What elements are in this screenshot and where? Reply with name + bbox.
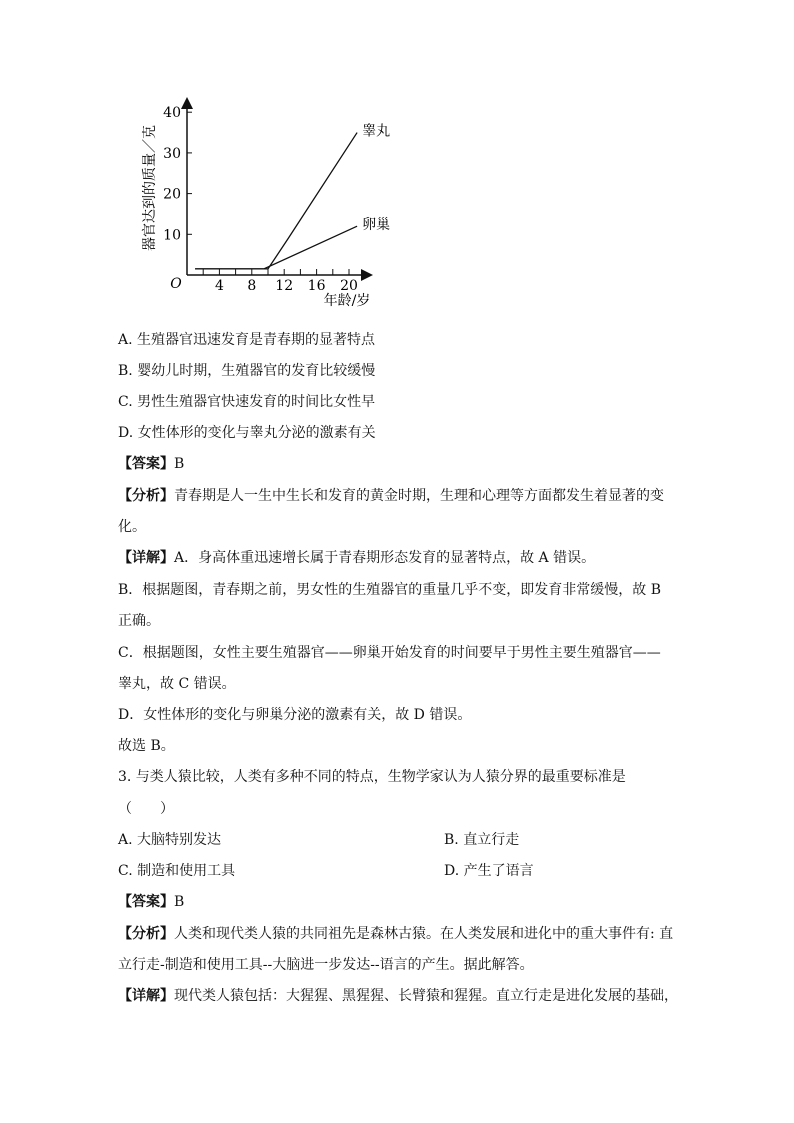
q3-bracket: （ ） — [118, 801, 174, 817]
analysis-tag: 【分析】 — [118, 926, 174, 942]
answer-tag: 【答案】 — [118, 456, 174, 472]
q3-option-c: C. 制造和使用工具 — [118, 863, 236, 879]
q2-conclusion: 故选 B。 — [118, 738, 175, 754]
analysis-tag: 【分析】 — [118, 488, 174, 504]
y-tick-label: 40 — [163, 105, 181, 122]
series-label-1: 睾丸 — [362, 123, 390, 140]
q2-option-b: B. 婴幼儿时期，生殖器官的发育比较缓慢 — [118, 363, 376, 379]
x-tick-label: 4 — [214, 278, 224, 294]
q2-option-d: D. 女性体形的变化与睾丸分泌的激素有关 — [118, 425, 376, 441]
q3-detail-line-1 — [118, 986, 678, 1006]
detail-text: A．身高体重迅速增长属于青春期形态发育的显著特点，故 A 错误。 — [174, 550, 596, 566]
q2-detail-line-c1: C．根据题图，女性主要生殖器官——卵巢开始发育的时间要早于男性主要生殖器官—— — [118, 645, 661, 661]
x-tick-label: 12 — [275, 278, 294, 294]
series-label-2: 卵巢 — [362, 217, 390, 234]
q3-analysis-line-1 — [118, 924, 673, 944]
q2-detail-line-d: D．女性体形的变化与卵巢分泌的激素有关，故 D 错误。 — [118, 707, 472, 723]
q2-analysis-line-2: 化。 — [118, 519, 146, 535]
q3-option-b: B. 直立行走 — [444, 832, 520, 848]
q2-option-c: C. 男性生殖器官快速发育的时间比女性早 — [118, 394, 376, 410]
x-tick-label: 16 — [307, 278, 326, 294]
x-axis-label: 年龄/岁 — [323, 293, 371, 309]
q3-option-d: D. 产生了语言 — [444, 863, 534, 879]
y-tick-label: 20 — [163, 186, 181, 203]
detail-tag: 【详解】 — [118, 550, 174, 566]
organ-mass-chart — [130, 90, 390, 315]
analysis-text: 人类和现代类人猿的共同祖先是森林古猿。在人类发展和进化中的重大事件有: 直 — [174, 926, 674, 942]
x-tick-label: 8 — [247, 278, 257, 294]
q2-analysis-line-1 — [118, 486, 664, 506]
answer-value: B — [174, 456, 185, 472]
series-line-1 — [195, 133, 357, 269]
y-axis-label: 器官达到的质量／克 — [142, 125, 158, 251]
analysis-text: 青春期是人一生中生长和发育的黄金时期，生理和心理等方面都发生着显著的变 — [174, 488, 664, 504]
q2-detail-line-a — [118, 548, 595, 568]
y-tick-label: 30 — [163, 145, 181, 162]
detail-tag: 【详解】 — [118, 988, 174, 1004]
q3-analysis-line-2: 立行走-制造和使用工具--大脑进一步发达--语言的产生。据此解答。 — [118, 957, 534, 973]
answer-tag: 【答案】 — [118, 894, 174, 910]
answer-value: B — [174, 894, 185, 910]
origin-label: O — [170, 276, 182, 292]
q2-detail-line-b2: 正确。 — [118, 613, 160, 629]
q3-answer — [118, 892, 184, 912]
q2-answer — [118, 454, 184, 474]
y-tick-label: 10 — [163, 227, 181, 244]
q3-option-a: A. 大脑特别发达 — [118, 832, 222, 848]
x-tick-label: 20 — [340, 278, 358, 294]
detail-text: 现代类人猿包括：大猩猩、黑猩猩、长臂猿和猩猩。直立行走是进化发展的基础， — [174, 988, 678, 1004]
q3-stem: 3. 与类人猿比较，人类有多种不同的特点，生物学家认为人猿分界的最重要标准是 — [118, 769, 626, 785]
q2-detail-line-b1: B．根据题图，青春期之前，男女性的生殖器官的重量几乎不变，即发育非常缓慢，故 B — [118, 582, 662, 598]
q2-detail-line-c2: 睾丸，故 C 错误。 — [118, 676, 236, 692]
series-line-2 — [195, 226, 357, 269]
q2-option-a: A. 生殖器官迅速发育是青春期的显著特点 — [118, 332, 376, 348]
